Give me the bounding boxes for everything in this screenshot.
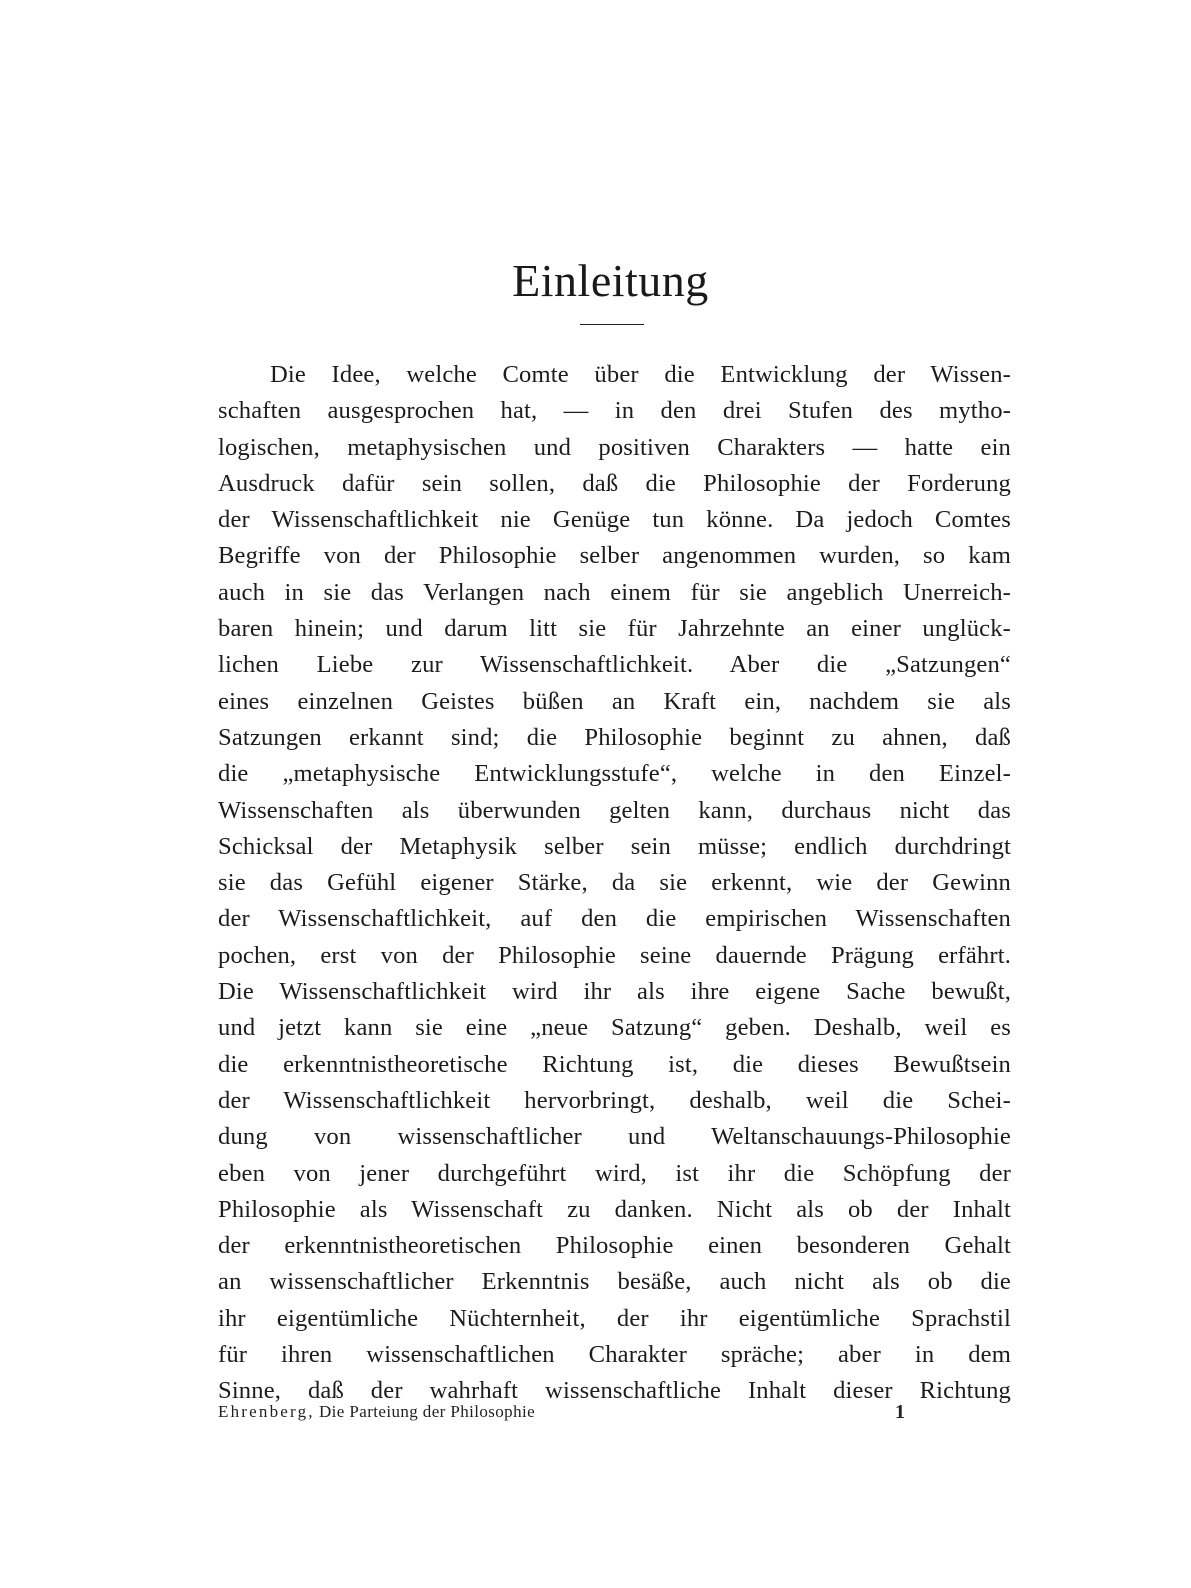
page-number: 1 (895, 1401, 905, 1423)
text-line: Sinne, daß der wahrhaft wissenschaftliche Inhalt dieser Richtung (218, 1377, 1011, 1405)
body-paragraph (218, 357, 1011, 1410)
text-line: eines einzelnen Geistes büßen an Kraft ein, nachdem sie als (218, 687, 1011, 715)
chapter-heading: Einleitung (512, 255, 709, 306)
text-line: dung von wissenschaftlicher und Weltanschauungs-Philosophie (218, 1123, 1011, 1151)
footer-author: Ehrenberg, (218, 1402, 315, 1421)
text-line: Begriffe von der Philosophie selber angenommen wurden, so kam (218, 542, 1011, 570)
text-line: Philosophie als Wissenschaft zu danken. Nicht als ob der Inhalt (218, 1195, 1011, 1223)
text-line: die „metaphysische Entwicklungsstufe“, welche in den Einzel- (218, 760, 1011, 788)
text-line: der Wissenschaftlichkeit, auf den die empirischen Wissenschaften (218, 905, 1011, 933)
text-line: Die Idee, welche Comte über die Entwicklung der Wissen- (270, 361, 1011, 388)
text-line: für ihren wissenschaftlichen Charakter spräche; aber in dem (218, 1341, 1011, 1369)
text-line: der Wissenschaftlichkeit hervorbringt, deshalb, weil die Schei- (218, 1086, 1011, 1114)
text-line: lichen Liebe zur Wissenschaftlichkeit. Aber die „Satzungen“ (218, 651, 1011, 679)
text-line: Schicksal der Metaphysik selber sein müsse; endlich durchdringt (218, 832, 1011, 860)
heading-rule (580, 324, 644, 325)
text-line: der Wissenschaftlichkeit nie Genüge tun könne. Da jedoch Comtes (218, 506, 1011, 534)
text-line: auch in sie das Verlangen nach einem für sie angeblich Unerreich- (218, 578, 1011, 606)
text-line: logischen, metaphysischen und positiven Charakters — hatte ein (218, 433, 1011, 461)
text-line: der erkenntnistheoretischen Philosophie einen besonderen Gehalt (218, 1232, 1011, 1260)
text-line: eben von jener durchgeführt wird, ist ihr die Schöpfung der (218, 1159, 1011, 1187)
text-line: Die Wissenschaftlichkeit wird ihr als ihre eigene Sache bewußt, (218, 978, 1011, 1006)
text-line: Ausdruck dafür sein sollen, daß die Philosophie der Forderung (218, 469, 1011, 497)
text-line: ihr eigentümliche Nüchternheit, der ihr eigentümliche Sprachstil (218, 1304, 1011, 1332)
text-line: Wissenschaften als überwunden gelten kann, durchaus nicht das (218, 796, 1011, 824)
text-line: pochen, erst von der Philosophie seine dauernde Prägung erfährt. (218, 941, 1011, 969)
text-line: an wissenschaftlicher Erkenntnis besäße, auch nicht als ob die (218, 1268, 1011, 1296)
text-line: schaften ausgesprochen hat, — in den drei Stufen des mytho- (218, 397, 1011, 425)
text-line: die erkenntnistheoretische Richtung ist, die dieses Bewußtsein (218, 1050, 1011, 1078)
text-line: und jetzt kann sie eine „neue Satzung“ geben. Deshalb, weil es (218, 1014, 1011, 1042)
text-line: sie das Gefühl eigener Stärke, da sie erkennt, wie der Gewinn (218, 869, 1011, 897)
text-line: baren hinein; und darum litt sie für Jahrzehnte an einer unglück- (218, 615, 1011, 643)
page-footer (218, 1398, 1011, 1426)
footer-book-title: Die Parteiung der Philosophie (319, 1402, 536, 1421)
text-line: Satzungen erkannt sind; die Philosophie beginnt zu ahnen, daß (218, 723, 1011, 751)
